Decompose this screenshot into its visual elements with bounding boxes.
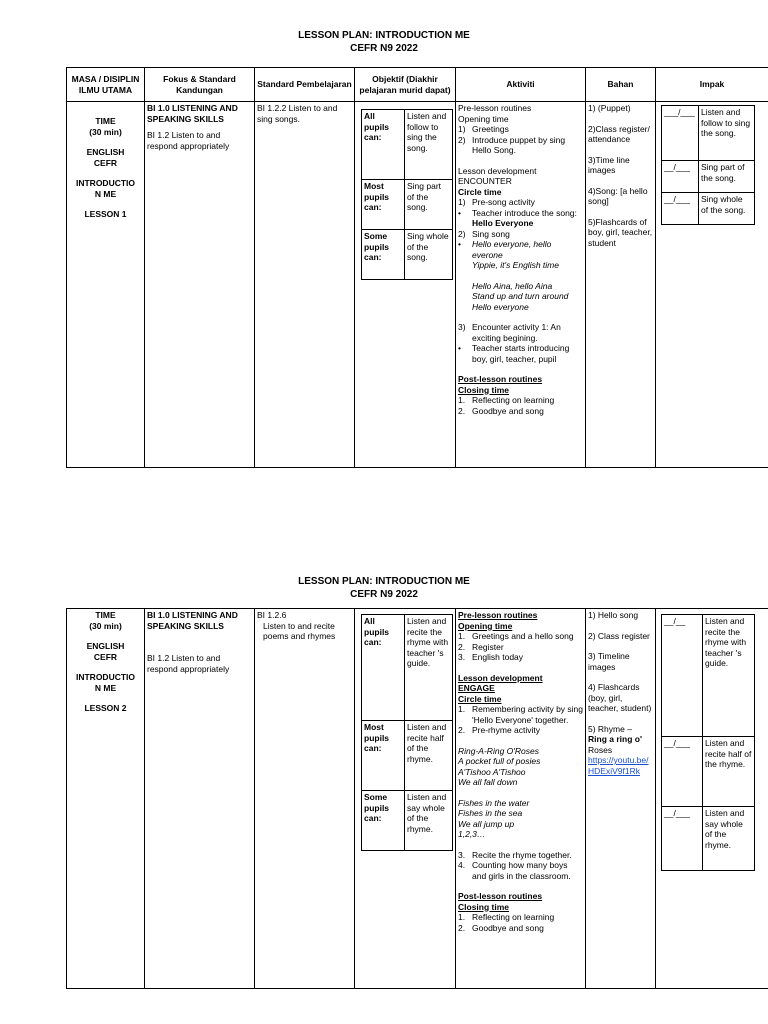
bahan-item: Roses — [588, 744, 613, 755]
activity-step: English today — [472, 652, 524, 662]
pre-lesson: Pre-lesson routines — [458, 610, 538, 620]
plan1-body-row — [67, 102, 768, 468]
objective-who: All pupils can: — [362, 110, 405, 180]
objective-what: Listen and recite the rhyme with teacher 's guide. — [405, 615, 453, 721]
masa-line: ENGLISH — [86, 147, 125, 157]
objective-what: Sing part of the song. — [405, 180, 453, 230]
plan1-header-row — [67, 68, 768, 102]
objective-who: Some pupils can: — [362, 230, 405, 280]
activity-step: Greetings — [472, 124, 509, 134]
activity-step: Greetings and a hello song — [472, 631, 574, 641]
activity-step: Recite the rhyme together. — [472, 849, 572, 860]
impak-table — [661, 614, 755, 871]
activity-step: Reflecting on learning — [472, 912, 555, 922]
fokus-sub: BI 1.2 Listen to and respond appropriately — [147, 653, 230, 674]
plan2-fokus-cell — [145, 609, 255, 989]
masa-line: TIME — [95, 610, 116, 620]
masa-line: N ME — [94, 682, 117, 693]
objectives-table — [361, 109, 453, 280]
impak-text: Listen and say whole of the rhyme. — [703, 807, 755, 871]
post-lesson: Post-lesson routines — [458, 891, 543, 901]
plan1-objektif-cell — [355, 102, 456, 468]
objective-who: All pupils can: — [362, 615, 405, 721]
activity-step: Counting how many boys and girls in the classroom. — [472, 860, 571, 881]
circle-time: Circle time — [458, 186, 502, 197]
plan1-table — [66, 67, 768, 468]
objective-who: Most pupils can: — [362, 180, 405, 230]
circle-time: Circle time — [458, 693, 502, 704]
masa-line: CEFR — [93, 651, 118, 662]
activity-step: Encounter activity 1: An exciting begining. — [472, 322, 561, 343]
fokus-title: BI 1.0 LISTENING AND SPEAKING SKILLS — [147, 610, 238, 631]
lesson-development: Lesson development — [458, 672, 543, 683]
activity-step: Sing song — [472, 228, 510, 239]
plan1-subtitle: CEFR N9 2022 — [350, 43, 418, 54]
closing-time: Closing time — [458, 901, 510, 912]
opening-time: Opening time — [458, 113, 509, 124]
impak-text: Listen and recite the rhyme with teacher 's guide. — [703, 615, 755, 737]
impak-mark[interactable]: ___/___ — [662, 106, 699, 161]
activity-step: Remembering activity by sing ' — [472, 704, 584, 725]
lyric-line: Stand up and turn around — [472, 291, 569, 301]
closing-time: Closing time — [458, 384, 510, 395]
bahan-item: 1) (Puppet) — [588, 103, 631, 113]
plan1-bahan-cell — [586, 102, 656, 468]
lyric-line: Yippie, it's English time — [472, 260, 559, 270]
rhyme-line: A pocket full of posies — [458, 756, 541, 766]
opening-time: Opening time — [458, 620, 513, 631]
plan1-aktiviti-cell: Pre-lesson routines Opening time 1) Greetings 2) Introduce puppet by sing Hello Song. Lesson development ENCOUNTER Circle time 1) Pre-song activity • Teacher introduce the song: Hello Everyone 2) Sing song • Hello everyone, hello everone Yippie, it's English time Hello Aina, hello Aina Stand up and turn around Hello everyone 3) Encounter activity 1: An exciting begining. • Teacher starts introducing boy, girl, teacher, pupil Post-lesson routines Closing time 1. Reflecting on learning 2. Goodbye and song — [456, 102, 586, 468]
header-standard: Standard Pembelajaran — [255, 68, 355, 102]
objective-what: Listen and recite half of the rhyme. — [405, 721, 453, 791]
stage-engage: ENGAGE — [458, 683, 495, 693]
pre-lesson: Pre-lesson routines — [458, 103, 532, 113]
song-name: Hello Everyone — [473, 714, 532, 725]
rhyme-line: Ring-A-Ring O'Roses — [458, 745, 539, 756]
plan2-impak-cell — [656, 609, 768, 989]
masa-line: INTRODUCTIO — [75, 178, 136, 188]
bahan-item: 5) Rhyme – — [588, 723, 632, 734]
bahan-item: 2)Class register/ attendance — [588, 123, 650, 144]
bahan-item: 2) Class register — [588, 630, 650, 641]
lyric-line: Hello everyone, hello everone — [472, 239, 552, 260]
plan1-fokus-cell — [145, 102, 255, 468]
rhyme-line: Fishes in the water — [458, 797, 530, 808]
bahan-item: 3) Timeline images — [588, 651, 630, 672]
impak-text: Listen and follow to sing the song. — [699, 106, 755, 161]
plan2-objektif-cell — [355, 609, 456, 989]
standard-code: BI 1.2.6 — [257, 610, 287, 620]
impak-table — [661, 105, 755, 225]
objective-who: Most pupils can: — [362, 721, 405, 791]
activity-step: Introduce puppet by sing Hello Song. — [472, 134, 566, 155]
song-name: Hello Everyone — [472, 218, 534, 228]
plan2-table — [66, 608, 768, 989]
plan1-impak-cell — [656, 102, 768, 468]
impak-mark[interactable]: __/___ — [662, 807, 703, 871]
activity-step: Goodbye and song — [472, 922, 544, 933]
stage-encounter: ENCOUNTER — [458, 176, 512, 186]
bahan-item: 4) Flashcards (boy, girl, teacher, student) — [588, 682, 652, 713]
impak-text: Sing part of the song. — [699, 161, 755, 193]
masa-line: INTRODUCTIO — [75, 672, 136, 682]
header-masa: MASA / DISIPLIN ILMU UTAMA — [67, 68, 145, 102]
rhyme-line: A'Tishoo A'Tishoo — [458, 766, 526, 777]
header-fokus: Fokus & Standard Kandungan — [145, 68, 255, 102]
bahan-item: 5)Flashcards of boy, girl, teacher, student — [588, 216, 653, 248]
activity-step: Teacher introduce the song: — [472, 207, 577, 218]
fokus-title: BI 1.0 LISTENING AND SPEAKING SKILLS — [147, 103, 238, 124]
post-lesson: Post-lesson routines — [458, 374, 543, 384]
activity-step: Goodbye and song — [472, 405, 544, 416]
rhyme-line: We all fall down — [458, 777, 518, 787]
bahan-item: 1) Hello song — [588, 610, 639, 620]
rhyme-title: Ring a ring o' — [588, 734, 642, 744]
header-objektif: Objektif (Diakhir pelajaran murid dapat) — [355, 68, 456, 102]
impak-text: Sing whole of the song. — [699, 193, 755, 225]
rhyme-line: 1,2,3… — [458, 829, 486, 839]
lyric-line: Hello Aina, hello Aina — [472, 280, 553, 291]
plan2-masa-cell — [67, 609, 145, 989]
bahan-item: 3)Time line images — [588, 154, 630, 175]
rhyme-line: Fishes in the sea — [458, 808, 523, 818]
plan2-title: LESSON PLAN: INTRODUCTION ME — [298, 576, 470, 587]
plan2-bahan-cell — [586, 609, 656, 989]
impak-text: Listen and recite half of the rhyme. — [703, 737, 755, 807]
masa-line: (30 min) — [89, 620, 122, 631]
impak-mark[interactable]: __/___ — [662, 161, 699, 193]
plan2-aktiviti-cell: Pre-lesson routines Opening time 1. Greetings and a hello song 2. Register 3. English today Lesson development ENGAGE Circle time 1. Remembering activity by sing 'Hello Everyone' together. 2. Pre-rhyme activity Ring-A-Ring O'Roses A pocket full of posies A'Tishoo A'Tishoo We all fall down Fishes in the water Fishes in the sea We all jump up 1,2,3… 3. Recite the rhyme together. 4. Counting how many boys and girls in the classroom. Post-lesson routines Closing time 1. Reflecting on learning 2. Goodbye and song — [456, 609, 586, 989]
plan1-masa-cell — [67, 102, 145, 468]
masa-line: LESSON 1 — [84, 209, 127, 219]
masa-line: N ME — [94, 188, 117, 199]
impak-mark[interactable]: __/___ — [662, 193, 699, 225]
masa-line: TIME — [95, 116, 116, 126]
activity-step: Pre-song activity — [472, 197, 535, 207]
plan1-title: LESSON PLAN: INTRODUCTION ME — [298, 30, 470, 41]
masa-line: ENGLISH — [86, 641, 125, 651]
masa-line: CEFR — [93, 157, 118, 168]
activity-step: Reflecting on learning — [472, 395, 555, 405]
objectives-table — [361, 614, 453, 851]
activity-step: Teacher starts introducing boy, girl, teacher, pupil — [472, 343, 570, 364]
plan1-standard-cell: BI 1.2.2 Listen to and sing songs. — [255, 102, 355, 468]
fokus-sub: BI 1.2 Listen to and respond appropriately — [147, 130, 230, 151]
activity-step: Register — [472, 641, 504, 652]
masa-line: LESSON 2 — [84, 703, 127, 713]
plan2-body-row — [67, 609, 768, 989]
impak-mark[interactable]: __/__ — [662, 615, 703, 737]
impak-mark[interactable]: __/___ — [662, 737, 703, 807]
standard-text: Listen to and recite poems and rhymes — [263, 620, 336, 641]
plan2-standard-cell — [255, 609, 355, 989]
objective-who: Some pupils can: — [362, 791, 405, 851]
lesson-development: Lesson development — [458, 165, 537, 176]
header-bahan: Bahan — [586, 68, 656, 102]
activity-step: ' together. — [531, 714, 569, 725]
masa-line: (30 min) — [89, 126, 122, 137]
header-impak: Impak — [656, 68, 768, 102]
rhyme-video-link[interactable]: https://youtu.be/HDExiV9f1Rk — [588, 755, 649, 776]
bahan-item: 4)Song: [a hello song] — [588, 185, 648, 206]
rhyme-line: We all jump up — [458, 818, 515, 829]
plan2-subtitle: CEFR N9 2022 — [350, 589, 418, 600]
objective-what: Listen and follow to sing the song. — [405, 110, 453, 180]
activity-step: Pre-rhyme activity — [472, 725, 541, 735]
objective-what: Sing whole of the song. — [405, 230, 453, 280]
header-aktiviti: Aktiviti — [456, 68, 586, 102]
lyric-line: Hello everyone — [472, 301, 529, 312]
objective-what: Listen and say whole of the rhyme. — [405, 791, 453, 851]
